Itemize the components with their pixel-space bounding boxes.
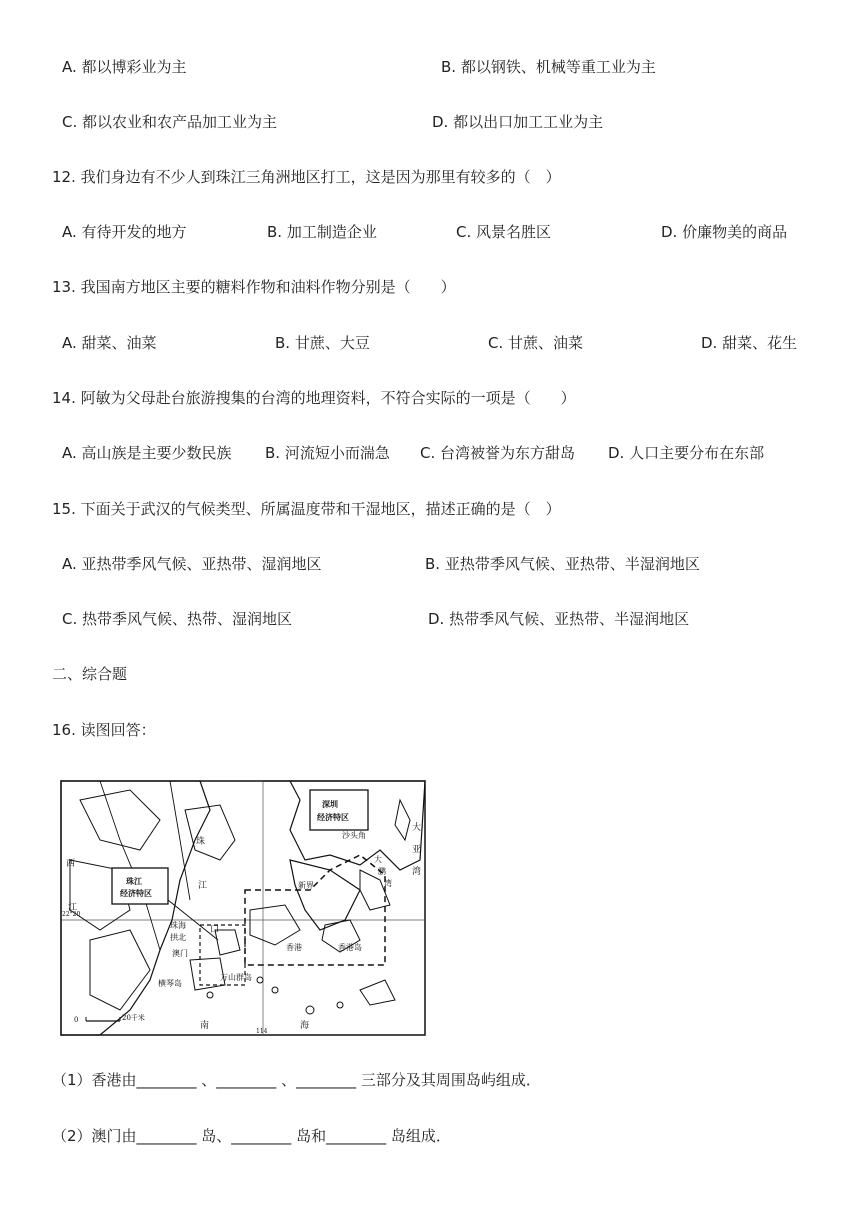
label-xinjie: 新界: [298, 881, 314, 890]
shenzhen-label-box: [310, 790, 368, 830]
label-shatoujiao: 沙头角: [342, 831, 366, 840]
q16-stem: 16. 读图回答：: [52, 721, 156, 739]
label-latitude: 22°20: [62, 911, 81, 918]
map-frame: [61, 781, 425, 1035]
q11-option-c: C. 都以农业和农产品加工业为主: [62, 113, 278, 131]
label-shenzhen: 深圳: [322, 799, 338, 809]
q15-option-b: B. 亚热带季风气候、亚热带、半湿润地区: [425, 555, 700, 573]
label-wanshan: 万山群岛: [220, 973, 252, 982]
q15-option-a: A. 亚热带季风气候、亚热带、湿润地区: [62, 555, 322, 573]
q15-option-c: C. 热带季风气候、热带、湿润地区: [62, 610, 293, 628]
q12-option-a: A. 有待开发的地方: [62, 223, 187, 241]
label-gongbei: 拱北: [170, 933, 186, 942]
q11-option-d: D. 都以出口加工工业为主: [432, 113, 604, 131]
q15-stem: 15. 下面关于武汉的气候类型、所属温度带和干湿地区，描述正确的是（ ）: [52, 500, 561, 518]
q14-option-c: C. 台湾被誉为东方甜岛: [420, 444, 576, 462]
label-dapeng-3: 湾: [384, 879, 392, 888]
q16-subquestion-1: （1）香港由________ 、________ 、________ 三部分及其周围岛屿组成．: [52, 1071, 541, 1089]
q13-option-c: C. 甘蔗、油菜: [488, 334, 584, 352]
q12-stem: 12. 我们身边有不少人到珠江三角洲地区打工，这是因为那里有较多的（ ）: [52, 168, 561, 186]
label-aomen: 澳门: [172, 949, 188, 958]
zhuhai-label-box: [112, 868, 168, 904]
label-xi-jiang: 江: [68, 903, 78, 913]
label-zhuhai: 珠江: [126, 876, 142, 886]
label-dapeng-2: 鹏: [378, 867, 386, 876]
q11-option-b: B. 都以钢铁、机械等重工业为主: [441, 58, 656, 76]
label-xianggang: 香港: [286, 943, 302, 952]
label-zhuhai-sez: 经济特区: [120, 888, 152, 898]
label-ya: 亚: [412, 845, 422, 855]
q14-option-d: D. 人口主要分布在东部: [608, 444, 765, 462]
label-shenzhen-sez: 经济特区: [317, 812, 349, 822]
q11-option-a: A. 都以博彩业为主: [62, 58, 187, 76]
label-xi: 西: [66, 859, 76, 869]
q13-option-b: B. 甘蔗、大豆: [275, 334, 370, 352]
q13-option-d: D. 甜菜、花生: [701, 334, 798, 352]
q13-option-a: A. 甜菜、油菜: [62, 334, 157, 352]
q14-stem: 14. 阿敏为父母赴台旅游搜集的台湾的地理资料，不符合实际的一项是（ ）: [52, 389, 576, 407]
section-heading: 二、综合题: [52, 665, 128, 683]
map-graphic: [60, 780, 426, 1036]
label-wan: 湾: [412, 867, 422, 877]
label-jiang: 江: [198, 881, 208, 891]
q14-option-a: A. 高山族是主要少数民族: [62, 444, 232, 462]
label-xianggangdao: 香港岛: [338, 943, 362, 952]
label-scale: 20千米: [122, 1014, 145, 1022]
q15-option-d: D. 热带季风气候、亚热带、半湿润地区: [428, 610, 690, 628]
label-kou: 口: [210, 925, 220, 935]
q13-stem: 13. 我国南方地区主要的糖料作物和油料作物分别是（ ）: [52, 278, 456, 296]
label-nan: 南: [200, 1021, 210, 1031]
label-hengqin: 横琴岛: [158, 979, 182, 988]
label-hai: 海: [300, 1021, 310, 1031]
pearl-river-delta-map: [60, 780, 426, 1036]
q12-option-d: D. 价廉物美的商品: [661, 223, 788, 241]
q14-option-b: B. 河流短小而湍急: [265, 444, 390, 462]
q12-option-c: C. 风景名胜区: [456, 223, 552, 241]
q12-option-b: B. 加工制造企业: [267, 223, 377, 241]
label-longitude: 114: [256, 1028, 268, 1035]
label-da: 大: [412, 823, 422, 833]
q16-subquestion-2: （2）澳门由________ 岛、________ 岛和________ 岛组成．: [52, 1127, 451, 1145]
label-zhuhai-city: 珠海: [170, 921, 186, 930]
label-scale-zero: 0: [74, 1016, 79, 1024]
label-zhu: 珠: [196, 837, 206, 847]
label-dapeng-1: 大: [374, 855, 382, 864]
